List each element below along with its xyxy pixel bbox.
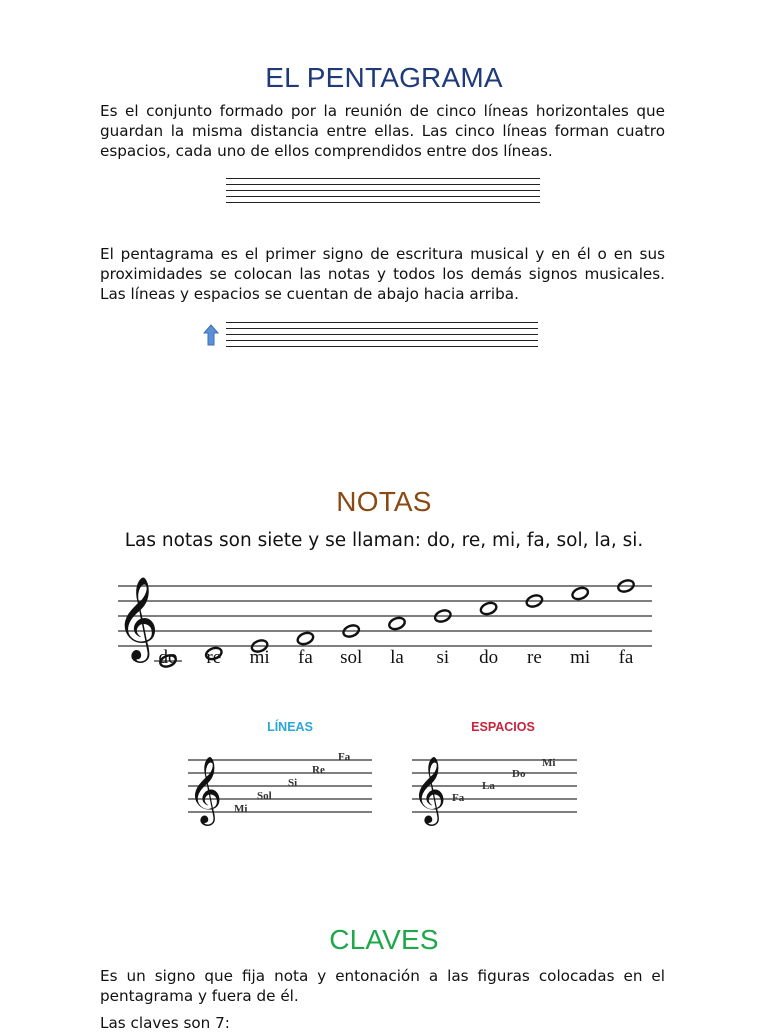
note-name-label: sol bbox=[340, 647, 363, 668]
treble-clef-icon: 𝄞 bbox=[116, 575, 159, 659]
treble-clef-icon: 𝄞 bbox=[188, 755, 223, 823]
pentagrama-paragraph-2: El pentagrama es el primer signo de escritura musical y en él o en sus proximidades se colocan las notas y todos los demás signos musicales. Las líneas y espacios se cuentan de abajo hacia arriba. bbox=[100, 245, 665, 303]
notas-subtitle: Las notas son siete y se llaman: do, re, mi, fa, sol, la, si. bbox=[124, 530, 644, 551]
lineas-note-5: Fa bbox=[338, 751, 351, 763]
lineas-staff-figure bbox=[186, 745, 376, 827]
lineas-note-1: Mi bbox=[234, 803, 248, 815]
note-name-label: si bbox=[436, 647, 450, 668]
lineas-note-3: Si bbox=[288, 777, 298, 789]
pentagrama-title: EL PENTAGRAMA bbox=[265, 62, 503, 93]
treble-clef-icon: 𝄞 bbox=[412, 755, 447, 823]
notas-title: NOTAS bbox=[336, 486, 432, 517]
lineas-label: LÍNEAS bbox=[267, 720, 313, 734]
claves-list-intro: Las claves son 7: bbox=[100, 1014, 230, 1032]
note-name-label: re bbox=[527, 647, 542, 668]
pentagrama-paragraph-1: Es el conjunto formado por la reunión de cinco líneas horizontales que guardan la misma distancia entre ellas. Las cinco líneas forman cuatro espacios, cada uno de ellos comprendidos entre dos líneas. bbox=[100, 102, 665, 160]
espacios-note-1: Fa bbox=[452, 792, 465, 804]
espacios-note-2: La bbox=[482, 780, 495, 792]
espacios-note-4: Mi bbox=[542, 757, 556, 769]
staff-example-1 bbox=[226, 178, 540, 206]
notes-staff-figure bbox=[110, 560, 660, 675]
whole-note-fa bbox=[296, 631, 315, 646]
whole-note-la bbox=[388, 616, 407, 631]
claves-title: CLAVES bbox=[329, 924, 439, 955]
whole-note-do bbox=[479, 601, 498, 616]
note-name-label: do bbox=[479, 647, 499, 668]
note-name-label: do bbox=[158, 647, 178, 668]
note-name-label: fa bbox=[298, 647, 313, 668]
note-name-label: mi bbox=[570, 647, 591, 668]
staff-example-2 bbox=[226, 322, 538, 348]
whole-note-mi bbox=[571, 586, 590, 601]
claves-paragraph: Es un signo que fija nota y entonación a las figuras colocadas en el pentagrama y fuera de él. bbox=[100, 967, 665, 1005]
espacios-label: ESPACIOS bbox=[471, 720, 535, 734]
lineas-note-4: Re bbox=[312, 764, 325, 776]
espacios-staff-figure bbox=[410, 745, 580, 827]
lineas-note-2: Sol bbox=[257, 790, 272, 802]
note-name-label: mi bbox=[249, 647, 270, 668]
note-name-label: fa bbox=[618, 647, 634, 668]
note-names-group bbox=[159, 647, 634, 668]
up-arrow-icon bbox=[203, 324, 219, 346]
espacios-note-3: Do bbox=[512, 768, 526, 780]
note-name-label: la bbox=[390, 647, 404, 668]
note-name-label: re bbox=[206, 647, 222, 668]
